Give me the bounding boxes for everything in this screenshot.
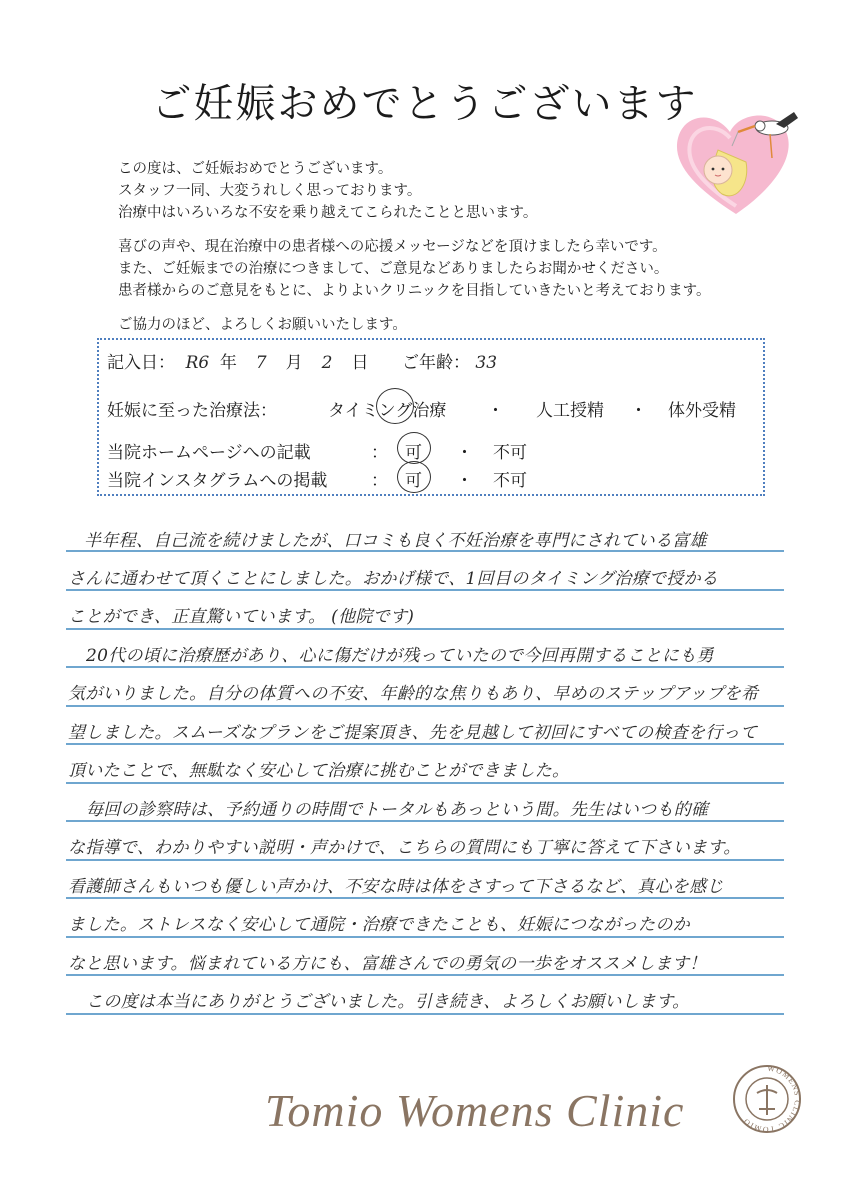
date-era-value: R6 [185, 353, 210, 373]
intro-line: 患者様からのご意見をもとに、よりよいクリニックを目指していきたいと考えております。 [118, 283, 711, 299]
ruled-line [66, 743, 784, 745]
ruled-line [66, 705, 784, 707]
treatment-label: 妊娠に至った治療法： [107, 401, 277, 421]
handwritten-line: ことができ、正直驚いています。 (他院です) [68, 607, 415, 627]
handwritten-line: 毎回の診察時は、予約通りの時間でトータルもあっという間。先生はいつも的確 [86, 800, 709, 820]
intro-line: 治療中はいろいろな不安を乗り越えてこられたことと思います。 [118, 205, 538, 221]
instagram-deny: 不可 [493, 471, 527, 491]
intro-line: また、ご妊娠までの治療につきまして、ご意見などありましたらお聞かせください。 [118, 261, 669, 277]
date-month-value: 7 [255, 353, 267, 373]
handwritten-line: ました。ストレスなく安心して通院・治療できたことも、妊娠につながったのか [68, 915, 690, 935]
separator-dot: ・ [630, 401, 647, 421]
homepage-deny: 不可 [493, 443, 527, 463]
ruled-line [66, 859, 784, 861]
treatment-option-iui: 人工授精 [536, 401, 604, 421]
handwritten-line: 頂いたことで、無駄なく安心して治療に挑むことができました。 [68, 761, 570, 781]
treatment-option-timing: タイミング治療 [328, 401, 447, 421]
svg-text:WOMENS CLINIC TOMIO [741, 1064, 802, 1134]
day-unit: 日 [351, 353, 369, 373]
handwritten-line: さんに通わせて頂くことにしました。おかげ様で、1回目のタイミング治療で授かる [68, 569, 719, 589]
handwritten-line: な指導で、わかりやすい説明・声かけで、こちらの質問にも丁寧に答えて下さいます。 [68, 838, 741, 858]
handwritten-line: なと思います。悩まれている方にも、富雄さんでの勇気の一歩をオススメします！ [68, 954, 707, 974]
ruled-line [66, 589, 784, 591]
handwritten-line: 望しました。スムーズなプランをご提案頂き、先を見越して初回にすべての検査を行って [68, 723, 758, 743]
ruled-line [66, 1013, 784, 1015]
ruled-line [66, 974, 784, 976]
selected-circle-mark [376, 388, 414, 424]
year-unit: 年 [219, 353, 237, 373]
month-unit: 月 [285, 353, 303, 373]
instagram-consent-label: 当院インスタグラムへの掲載 [107, 471, 328, 491]
intro-line: 喜びの声や、現在治療中の患者様への応援メッセージなどを頂けましたら幸いです。 [118, 239, 667, 255]
colon: ： [371, 471, 388, 491]
clinic-logo-wordmark: Tomio Womens Clinic [265, 1085, 685, 1136]
handwritten-line: 看護師さんもいつも優しい声かけ、不安な時は体をさすって下さるなど、真心を感じ [68, 877, 724, 897]
handwritten-line: この度は本当にありがとうございました。引き続き、よろしくお願いします。 [86, 992, 690, 1012]
treatment-row [107, 396, 277, 421]
questionnaire-box [97, 338, 765, 496]
handwritten-message-area [66, 530, 784, 1030]
age-row [402, 348, 519, 373]
ruled-line [66, 820, 784, 822]
date-label: 記入日： [107, 353, 175, 373]
ruled-line [66, 897, 784, 899]
homepage-consent-label: 当院ホームページへの記載 [107, 443, 311, 463]
intro-line: この度は、ご妊娠おめでとうございます。 [118, 161, 393, 177]
separator-dot: ・ [487, 401, 504, 421]
intro-line: ご協力のほど、よろしくお願いいたします。 [118, 317, 407, 333]
ruled-line [66, 936, 784, 938]
clinic-emblem-icon [731, 1063, 803, 1135]
homepage-allow: 可 [405, 443, 422, 463]
intro-message [118, 158, 710, 336]
selected-circle-mark [397, 432, 431, 464]
age-label: ご年齢： [402, 353, 470, 373]
separator-dot: ・ [456, 443, 473, 463]
date-day-value: 2 [321, 353, 333, 373]
page-title: ご妊娠おめでとうございます [151, 81, 698, 127]
date-row [107, 348, 368, 373]
intro-line: スタッフ一同、大変うれしく思っております。 [118, 183, 422, 199]
treatment-option-ivf: 体外受精 [668, 401, 736, 421]
ruled-line [66, 628, 784, 630]
handwritten-line: 半年程、自己流を続けましたが、口コミも良く不妊治療を専門にされている富雄 [84, 531, 707, 551]
colon: ： [371, 443, 388, 463]
separator-dot: ・ [456, 471, 473, 491]
handwritten-line: 気がいりました。自分の体質への不安、年齢的な焦りもあり、早めのステップアップを希 [68, 684, 759, 704]
selected-circle-mark [397, 461, 431, 493]
handwritten-line: 20代の頃に治療歴があり、心に傷だけが残っていたので今回再開することにも勇 [86, 646, 714, 666]
emblem-ring-text: WOMENS CLINIC TOMIO [741, 1063, 803, 1135]
ruled-line [66, 666, 784, 668]
instagram-allow: 可 [405, 471, 422, 491]
age-value: 33 [475, 353, 498, 373]
ruled-line [66, 782, 784, 784]
